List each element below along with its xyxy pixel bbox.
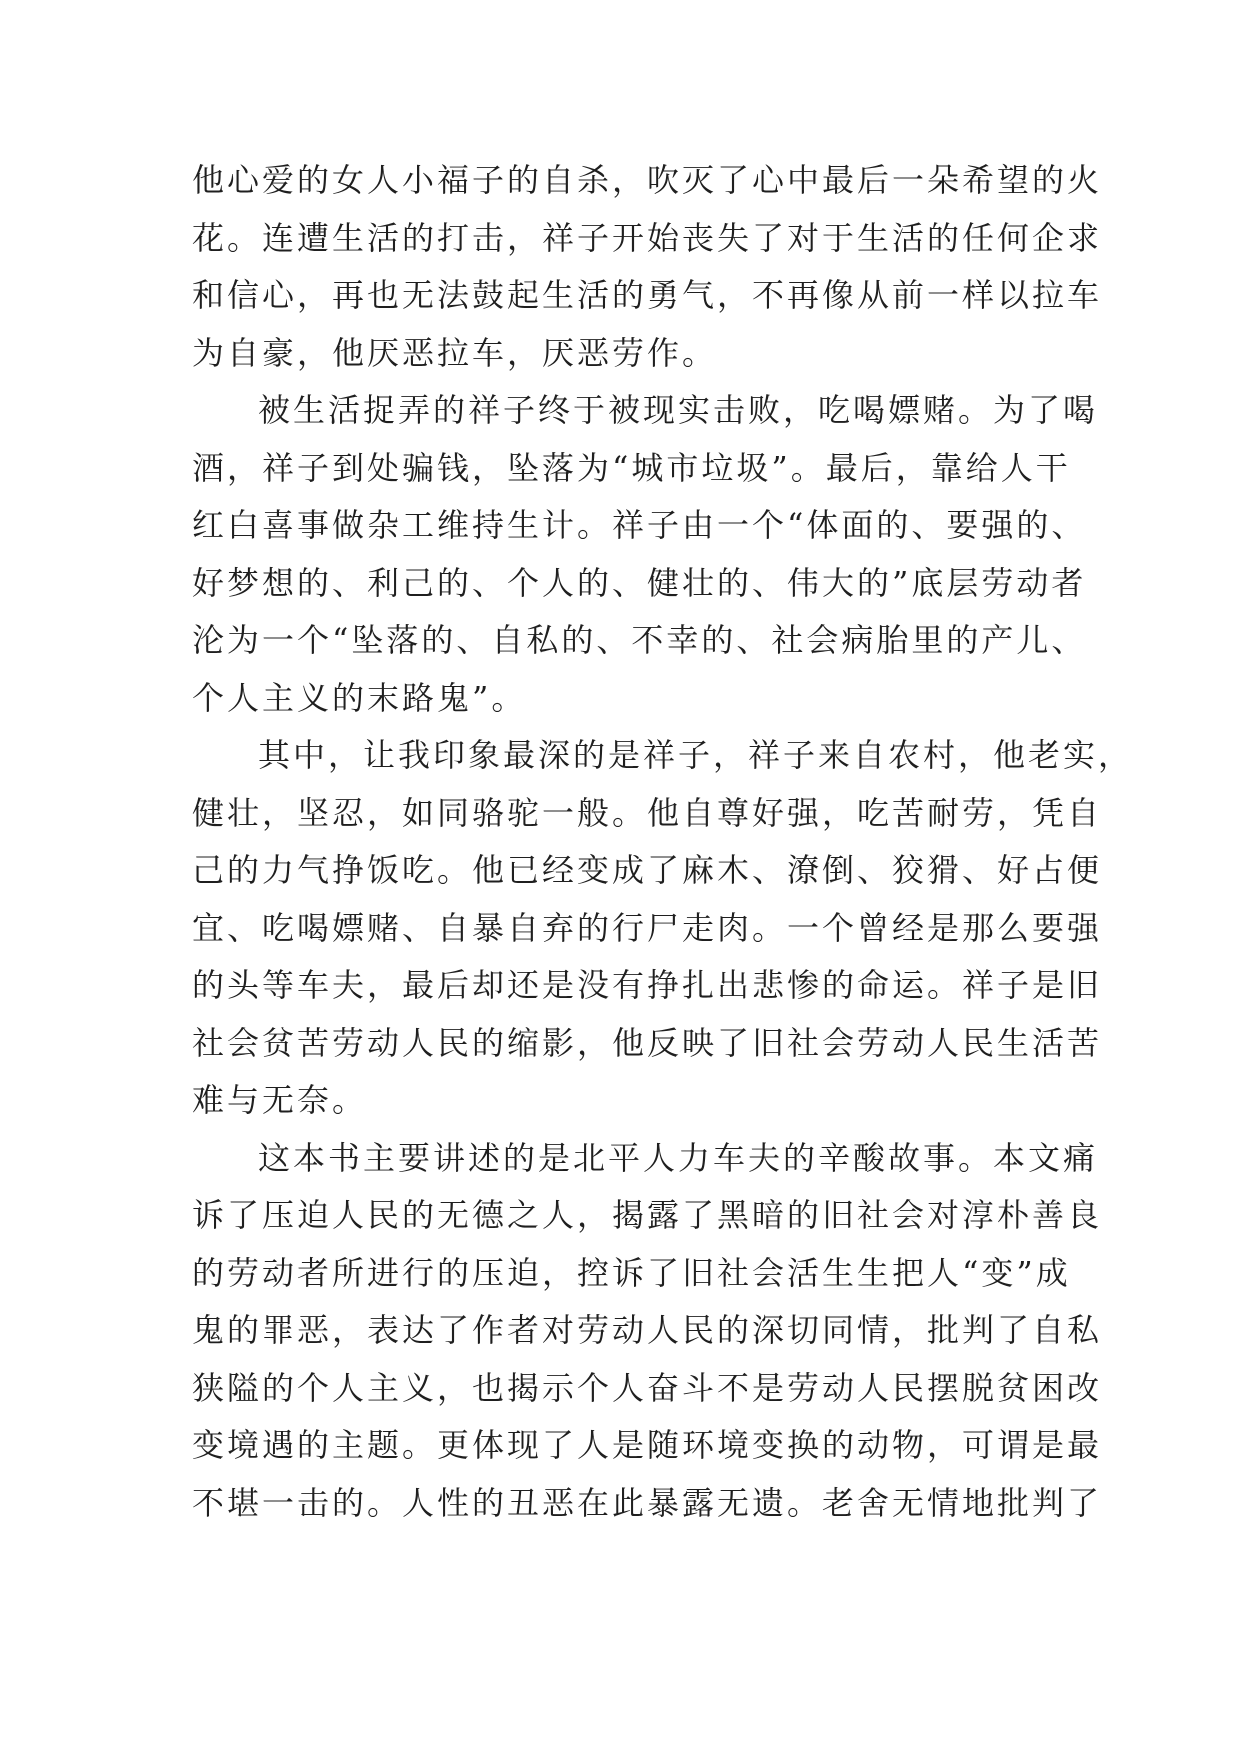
text-line: 个人主义的末路鬼”。 xyxy=(192,678,527,717)
paragraph-1 xyxy=(192,152,1103,382)
text-line: 己的力气挣饭吃。他已经变成了麻木、潦倒、狡猾、好占便 xyxy=(192,851,1103,889)
text-line: 被生活捉弄的祥子终于被现实击败，吃喝嫖赌。为了喝 xyxy=(258,391,1099,429)
text-line: 为自豪，他厌恶拉车，厌恶劳作。 xyxy=(192,333,718,372)
text-line: 健壮，坚忍，如同骆驼一般。他自尊好强，吃苦耐劳，凭自 xyxy=(192,793,1103,832)
text-line: 沦为一个“坠落的、自私的、不幸的、社会病胎里的产儿、 xyxy=(192,621,1087,659)
text-line: 宜、吃喝嫖赌、自暴自弃的行尸走肉。一个曾经是那么要强 xyxy=(192,908,1103,947)
text-line: 花。连遭生活的打击，祥子开始丧失了对于生活的任何企求 xyxy=(192,218,1103,257)
text-line: 的劳动者所进行的压迫，控诉了旧社会活生生把人“变”成 xyxy=(192,1253,1071,1292)
paragraph-2 xyxy=(192,382,1099,727)
text-line: 诉了压迫人民的无德之人，揭露了黑暗的旧社会对淳朴善良 xyxy=(192,1196,1103,1234)
text-line: 他心爱的女人小福子的自杀，吹灭了心中最后一朵希望的火 xyxy=(192,161,1103,199)
text-line: 鬼的罪恶，表达了作者对劳动人民的深切同情，批判了自私 xyxy=(192,1311,1103,1349)
body-text xyxy=(192,152,1134,1532)
text-line: 社会贫苦劳动人民的缩影，他反映了旧社会劳动人民生活苦 xyxy=(192,1023,1103,1062)
text-line: 这本书主要讲述的是北平人力车夫的辛酸故事。本文痛 xyxy=(258,1138,1099,1177)
text-line: 难与无奈。 xyxy=(192,1081,368,1119)
text-line: 红白喜事做杂工维持生计。祥子由一个“体面的、要强的、 xyxy=(192,506,1087,544)
text-line: 和信心，再也无法鼓起生活的勇气，不再像从前一样以拉车 xyxy=(192,276,1103,314)
text-line: 不堪一击的。人性的丑恶在此暴露无遗。老舍无情地批判了 xyxy=(192,1483,1103,1522)
text-line: 变境遇的主题。更体现了人是随环境变换的动物，可谓是最 xyxy=(192,1426,1103,1464)
text-line: 的头等车夫，最后却还是没有挣扎出悲惨的命运。祥子是旧 xyxy=(192,966,1103,1004)
text-line: 其中，让我印象最深的是祥子，祥子来自农村，他老实， xyxy=(258,736,1134,774)
paragraph-3 xyxy=(192,727,1134,1130)
text-line: 好梦想的、利己的、个人的、健壮的、伟大的”底层劳动者 xyxy=(192,563,1087,602)
text-line: 酒，祥子到处骗钱，坠落为“城市垃圾”。最后，靠给人干 xyxy=(192,448,1071,487)
paragraph-4 xyxy=(192,1130,1103,1533)
text-line: 狭隘的个人主义，也揭示个人奋斗不是劳动人民摆脱贫困改 xyxy=(192,1368,1103,1407)
